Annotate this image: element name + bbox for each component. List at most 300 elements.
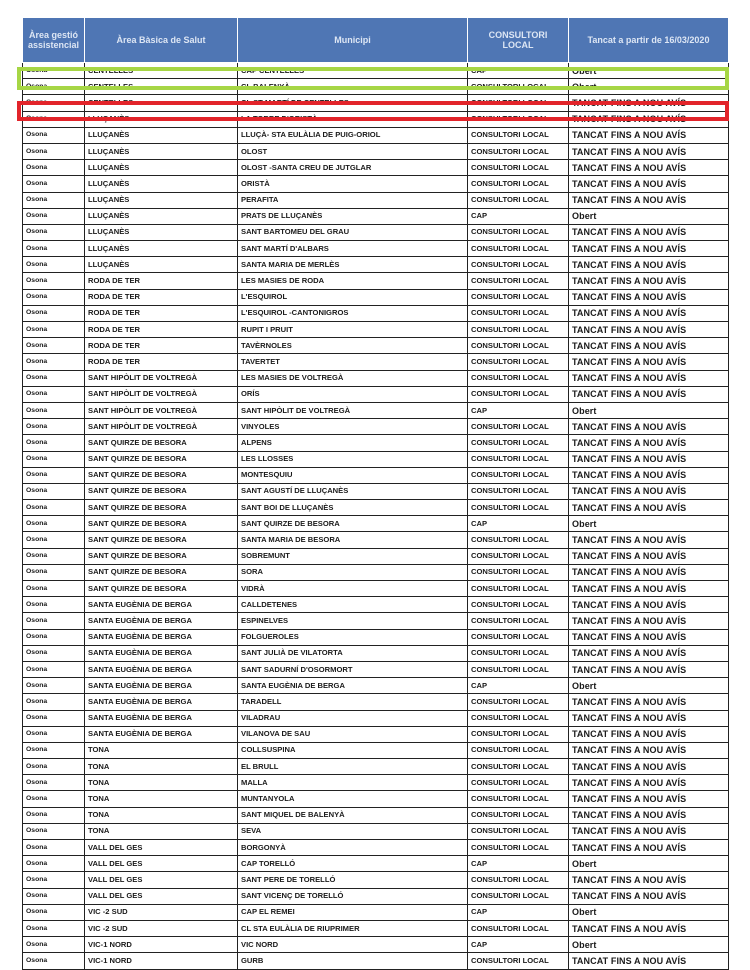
cell-abs: SANTA EUGÈNIA DE BERGA (85, 678, 238, 694)
cell-abs: TONA (85, 742, 238, 758)
cell-tipus: CONSULTORI LOCAL (468, 548, 569, 564)
cell-estat: TANCAT FINS A NOU AVÍS (569, 710, 729, 726)
cell-estat: TANCAT FINS A NOU AVÍS (569, 386, 729, 402)
cell-estat: TANCAT FINS A NOU AVÍS (569, 581, 729, 597)
cell-tipus: CONSULTORI LOCAL (468, 564, 569, 580)
cell-abs: SANTA EUGÈNIA DE BERGA (85, 613, 238, 629)
cell-abs: RODA DE TER (85, 273, 238, 289)
cell-area: Osona (23, 937, 85, 953)
cell-area: Osona (23, 257, 85, 273)
cell-area: Osona (23, 160, 85, 176)
cell-area: Osona (23, 224, 85, 240)
cell-tipus: CONSULTORI LOCAL (468, 257, 569, 273)
cell-estat: TANCAT FINS A NOU AVÍS (569, 467, 729, 483)
cell-area: Osona (23, 807, 85, 823)
cell-tipus: CONSULTORI LOCAL (468, 613, 569, 629)
cell-estat: TANCAT FINS A NOU AVÍS (569, 823, 729, 839)
cell-estat: TANCAT FINS A NOU AVÍS (569, 111, 729, 127)
cell-area: Osona (23, 564, 85, 580)
table-row (23, 160, 729, 176)
cell-municipi: MALLA (238, 775, 468, 791)
cell-abs: SANTA EUGÈNIA DE BERGA (85, 710, 238, 726)
cell-abs: LLUÇANÈS (85, 208, 238, 224)
cell-abs: SANTA EUGÈNIA DE BERGA (85, 726, 238, 742)
cell-municipi: LLUÇÀ- STA EULÀLIA DE PUIG-ORIOL (238, 127, 468, 143)
cell-abs: RODA DE TER (85, 338, 238, 354)
cell-municipi: FOLGUEROLES (238, 629, 468, 645)
cell-abs: TONA (85, 807, 238, 823)
cell-estat: Obert (569, 79, 729, 95)
cell-area: Osona (23, 143, 85, 159)
table-row (23, 241, 729, 257)
cell-abs: CENTELLES (85, 63, 238, 79)
cell-tipus: CONSULTORI LOCAL (468, 160, 569, 176)
cell-area: Osona (23, 451, 85, 467)
closures-table (22, 17, 729, 970)
cell-municipi: CALLDETENES (238, 597, 468, 613)
cell-municipi: SANT BARTOMEU DEL GRAU (238, 224, 468, 240)
cell-area: Osona (23, 710, 85, 726)
cell-estat: TANCAT FINS A NOU AVÍS (569, 143, 729, 159)
cell-estat: TANCAT FINS A NOU AVÍS (569, 920, 729, 936)
cell-municipi: RUPIT I PRUIT (238, 322, 468, 338)
cell-estat: TANCAT FINS A NOU AVÍS (569, 435, 729, 451)
cell-municipi: GURB (238, 953, 468, 969)
table-row (23, 694, 729, 710)
cell-area: Osona (23, 241, 85, 257)
cell-estat: TANCAT FINS A NOU AVÍS (569, 305, 729, 321)
cell-abs: VIC -2 SUD (85, 920, 238, 936)
table-row (23, 678, 729, 694)
cell-abs: SANT HIPÒLIT DE VOLTREGÀ (85, 370, 238, 386)
cell-abs: LLUÇANÈS (85, 111, 238, 127)
cell-area: Osona (23, 823, 85, 839)
table-row (23, 581, 729, 597)
cell-abs: SANT QUIRZE DE BESORA (85, 548, 238, 564)
cell-tipus: CONSULTORI LOCAL (468, 419, 569, 435)
cell-estat: TANCAT FINS A NOU AVÍS (569, 888, 729, 904)
table-row (23, 127, 729, 143)
cell-tipus: CONSULTORI LOCAL (468, 694, 569, 710)
cell-municipi: VIDRÀ (238, 581, 468, 597)
cell-area: Osona (23, 726, 85, 742)
cell-municipi: PRATS DE LLUÇANÈS (238, 208, 468, 224)
cell-estat: Obert (569, 516, 729, 532)
cell-tipus: CAP (468, 516, 569, 532)
cell-municipi: OLOST -SANTA CREU DE JUTGLAR (238, 160, 468, 176)
cell-area: Osona (23, 435, 85, 451)
cell-estat: TANCAT FINS A NOU AVÍS (569, 370, 729, 386)
cell-tipus: CONSULTORI LOCAL (468, 370, 569, 386)
cell-estat: TANCAT FINS A NOU AVÍS (569, 257, 729, 273)
cell-abs: LLUÇANÈS (85, 224, 238, 240)
table-row (23, 759, 729, 775)
table-row (23, 419, 729, 435)
table-row (23, 516, 729, 532)
cell-municipi: VINYOLES (238, 419, 468, 435)
cell-area: Osona (23, 467, 85, 483)
cell-estat: Obert (569, 402, 729, 418)
table-row (23, 176, 729, 192)
cell-abs: VALL DEL GES (85, 840, 238, 856)
cell-municipi: SANT QUIRZE DE BESORA (238, 516, 468, 532)
cell-abs: SANT HIPÒLIT DE VOLTREGÀ (85, 402, 238, 418)
table-row (23, 645, 729, 661)
cell-tipus: CONSULTORI LOCAL (468, 273, 569, 289)
cell-abs: TONA (85, 823, 238, 839)
cell-area: Osona (23, 402, 85, 418)
cell-estat: TANCAT FINS A NOU AVÍS (569, 775, 729, 791)
cell-municipi: SANT AGUSTÍ DE LLUÇANÈS (238, 483, 468, 499)
cell-municipi: L'ESQUIROL (238, 289, 468, 305)
cell-estat: TANCAT FINS A NOU AVÍS (569, 192, 729, 208)
cell-tipus: CAP (468, 402, 569, 418)
cell-estat: Obert (569, 208, 729, 224)
cell-abs: LLUÇANÈS (85, 143, 238, 159)
cell-estat: TANCAT FINS A NOU AVÍS (569, 791, 729, 807)
cell-municipi: OLOST (238, 143, 468, 159)
cell-estat: TANCAT FINS A NOU AVÍS (569, 289, 729, 305)
cell-tipus: CONSULTORI LOCAL (468, 726, 569, 742)
cell-abs: SANT QUIRZE DE BESORA (85, 451, 238, 467)
cell-area: Osona (23, 840, 85, 856)
cell-municipi: VILANOVA DE SAU (238, 726, 468, 742)
cell-municipi: CL ST MARTÍ DE CENTELLES (238, 95, 468, 111)
cell-tipus: CAP (468, 208, 569, 224)
cell-estat: TANCAT FINS A NOU AVÍS (569, 273, 729, 289)
cell-abs: VIC -2 SUD (85, 904, 238, 920)
cell-municipi: SEVA (238, 823, 468, 839)
table-row (23, 224, 729, 240)
cell-estat: TANCAT FINS A NOU AVÍS (569, 127, 729, 143)
cell-estat: TANCAT FINS A NOU AVÍS (569, 532, 729, 548)
cell-municipi: LES LLOSSES (238, 451, 468, 467)
cell-municipi: SANT PERE DE TORELLÓ (238, 872, 468, 888)
cell-area: Osona (23, 386, 85, 402)
cell-estat: TANCAT FINS A NOU AVÍS (569, 742, 729, 758)
cell-estat: TANCAT FINS A NOU AVÍS (569, 176, 729, 192)
cell-area: Osona (23, 888, 85, 904)
cell-estat: TANCAT FINS A NOU AVÍS (569, 629, 729, 645)
cell-municipi: VILADRAU (238, 710, 468, 726)
table-row (23, 856, 729, 872)
table-row (23, 726, 729, 742)
cell-area: Osona (23, 645, 85, 661)
cell-abs: LLUÇANÈS (85, 241, 238, 257)
cell-area: Osona (23, 516, 85, 532)
cell-abs: VIC-1 NORD (85, 953, 238, 969)
cell-municipi: CAP EL REMEI (238, 904, 468, 920)
cell-abs: LLUÇANÈS (85, 127, 238, 143)
cell-tipus: CONSULTORI LOCAL (468, 435, 569, 451)
cell-estat: TANCAT FINS A NOU AVÍS (569, 661, 729, 677)
cell-tipus: CONSULTORI LOCAL (468, 823, 569, 839)
cell-tipus: CAP (468, 678, 569, 694)
cell-area: Osona (23, 111, 85, 127)
cell-abs: VALL DEL GES (85, 856, 238, 872)
cell-municipi: SANT BOI DE LLUÇANÈS (238, 500, 468, 516)
table-row (23, 402, 729, 418)
cell-tipus: CONSULTORI LOCAL (468, 710, 569, 726)
table-row (23, 289, 729, 305)
cell-municipi: SANT SADURNÍ D'OSORMORT (238, 661, 468, 677)
cell-municipi: CAP TORELLÓ (238, 856, 468, 872)
table-row (23, 791, 729, 807)
table-row (23, 888, 729, 904)
table-row (23, 500, 729, 516)
cell-municipi: TAVÈRNOLES (238, 338, 468, 354)
cell-abs: RODA DE TER (85, 305, 238, 321)
cell-tipus: CONSULTORI LOCAL (468, 241, 569, 257)
cell-municipi: ESPINELVES (238, 613, 468, 629)
cell-area: Osona (23, 791, 85, 807)
cell-tipus: CONSULTORI LOCAL (468, 920, 569, 936)
cell-abs: SANTA EUGÈNIA DE BERGA (85, 661, 238, 677)
cell-estat: TANCAT FINS A NOU AVÍS (569, 597, 729, 613)
cell-estat: TANCAT FINS A NOU AVÍS (569, 419, 729, 435)
cell-area: Osona (23, 95, 85, 111)
cell-municipi: CL STA EULÀLIA DE RIUPRIMER (238, 920, 468, 936)
header-area: Àrea gestió assistencial (23, 18, 85, 63)
cell-municipi: VIC NORD (238, 937, 468, 953)
cell-area: Osona (23, 370, 85, 386)
cell-tipus: CONSULTORI LOCAL (468, 872, 569, 888)
cell-tipus: CAP (468, 904, 569, 920)
table-row (23, 79, 729, 95)
cell-area: Osona (23, 629, 85, 645)
cell-tipus: CONSULTORI LOCAL (468, 192, 569, 208)
cell-estat: TANCAT FINS A NOU AVÍS (569, 694, 729, 710)
cell-tipus: CONSULTORI LOCAL (468, 289, 569, 305)
cell-estat: TANCAT FINS A NOU AVÍS (569, 338, 729, 354)
cell-tipus: CONSULTORI LOCAL (468, 79, 569, 95)
table-row (23, 904, 729, 920)
cell-abs: SANT QUIRZE DE BESORA (85, 483, 238, 499)
table-row (23, 483, 729, 499)
cell-tipus: CONSULTORI LOCAL (468, 111, 569, 127)
cell-tipus: CONSULTORI LOCAL (468, 95, 569, 111)
cell-area: Osona (23, 694, 85, 710)
cell-abs: VALL DEL GES (85, 888, 238, 904)
table-row (23, 710, 729, 726)
cell-area: Osona (23, 322, 85, 338)
cell-abs: SANTA EUGÈNIA DE BERGA (85, 629, 238, 645)
cell-tipus: CONSULTORI LOCAL (468, 532, 569, 548)
cell-area: Osona (23, 872, 85, 888)
cell-abs: RODA DE TER (85, 354, 238, 370)
cell-tipus: CONSULTORI LOCAL (468, 661, 569, 677)
table-row (23, 208, 729, 224)
cell-area: Osona (23, 775, 85, 791)
table-row (23, 338, 729, 354)
cell-abs: TONA (85, 759, 238, 775)
cell-tipus: CONSULTORI LOCAL (468, 354, 569, 370)
table-row (23, 354, 729, 370)
cell-estat: TANCAT FINS A NOU AVÍS (569, 451, 729, 467)
cell-area: Osona (23, 597, 85, 613)
table-row (23, 305, 729, 321)
cell-tipus: CONSULTORI LOCAL (468, 467, 569, 483)
cell-estat: TANCAT FINS A NOU AVÍS (569, 840, 729, 856)
cell-municipi: ORÍS (238, 386, 468, 402)
cell-area: Osona (23, 305, 85, 321)
header-estat: Tancat a partir de 16/03/2020 (569, 18, 729, 63)
cell-area: Osona (23, 661, 85, 677)
cell-area: Osona (23, 532, 85, 548)
cell-abs: LLUÇANÈS (85, 257, 238, 273)
cell-estat: TANCAT FINS A NOU AVÍS (569, 726, 729, 742)
cell-abs: CENTELLES (85, 79, 238, 95)
cell-tipus: CONSULTORI LOCAL (468, 759, 569, 775)
cell-tipus: CONSULTORI LOCAL (468, 581, 569, 597)
table-row (23, 257, 729, 273)
cell-estat: Obert (569, 904, 729, 920)
table-row (23, 775, 729, 791)
cell-tipus: CONSULTORI LOCAL (468, 953, 569, 969)
table-row (23, 467, 729, 483)
cell-area: Osona (23, 338, 85, 354)
cell-area: Osona (23, 742, 85, 758)
cell-area: Osona (23, 273, 85, 289)
cell-abs: SANT QUIRZE DE BESORA (85, 516, 238, 532)
cell-area: Osona (23, 953, 85, 969)
header-row (23, 18, 729, 63)
cell-municipi: L'ESQUIROL -CANTONIGROS (238, 305, 468, 321)
cell-municipi: ALPENS (238, 435, 468, 451)
cell-abs: SANT HIPÒLIT DE VOLTREGÀ (85, 419, 238, 435)
cell-tipus: CONSULTORI LOCAL (468, 645, 569, 661)
cell-area: Osona (23, 759, 85, 775)
cell-municipi: LA TORRE D'ORISTÀ (238, 111, 468, 127)
cell-tipus: CAP (468, 856, 569, 872)
cell-abs: LLUÇANÈS (85, 192, 238, 208)
table-row (23, 840, 729, 856)
cell-estat: TANCAT FINS A NOU AVÍS (569, 613, 729, 629)
cell-tipus: CONSULTORI LOCAL (468, 807, 569, 823)
cell-tipus: CAP (468, 937, 569, 953)
table-row (23, 532, 729, 548)
cell-abs: SANTA EUGÈNIA DE BERGA (85, 597, 238, 613)
cell-tipus: CONSULTORI LOCAL (468, 386, 569, 402)
cell-estat: TANCAT FINS A NOU AVÍS (569, 953, 729, 969)
cell-municipi: SANTA MARIA DE BESORA (238, 532, 468, 548)
cell-municipi: BORGONYÀ (238, 840, 468, 856)
cell-municipi: SANT VICENÇ DE TORELLÓ (238, 888, 468, 904)
cell-municipi: LES MASIES DE RODA (238, 273, 468, 289)
cell-estat: TANCAT FINS A NOU AVÍS (569, 548, 729, 564)
table-row (23, 613, 729, 629)
header-abs: Àrea Bàsica de Salut (85, 18, 238, 63)
cell-municipi: SANT HIPÒLIT DE VOLTREGÀ (238, 402, 468, 418)
cell-estat: TANCAT FINS A NOU AVÍS (569, 500, 729, 516)
cell-abs: TONA (85, 775, 238, 791)
cell-estat: TANCAT FINS A NOU AVÍS (569, 354, 729, 370)
cell-municipi: LES MASIES DE VOLTREGÀ (238, 370, 468, 386)
header-municipi: Municipi (238, 18, 468, 63)
cell-tipus: CONSULTORI LOCAL (468, 597, 569, 613)
cell-tipus: CONSULTORI LOCAL (468, 791, 569, 807)
cell-tipus: CONSULTORI LOCAL (468, 451, 569, 467)
cell-abs: SANTA EUGÈNIA DE BERGA (85, 645, 238, 661)
table-row (23, 370, 729, 386)
cell-abs: SANT HIPÒLIT DE VOLTREGÀ (85, 386, 238, 402)
cell-tipus: CONSULTORI LOCAL (468, 322, 569, 338)
cell-area: Osona (23, 483, 85, 499)
cell-municipi: TARADELL (238, 694, 468, 710)
table-body (23, 63, 729, 970)
cell-municipi: SOBREMUNT (238, 548, 468, 564)
cell-area: Osona (23, 856, 85, 872)
table-row (23, 661, 729, 677)
cell-estat: TANCAT FINS A NOU AVÍS (569, 322, 729, 338)
cell-municipi: CAP CENTELLES (238, 63, 468, 79)
table-row (23, 629, 729, 645)
cell-estat: TANCAT FINS A NOU AVÍS (569, 807, 729, 823)
cell-area: Osona (23, 79, 85, 95)
cell-abs: SANT QUIRZE DE BESORA (85, 532, 238, 548)
cell-abs: CENTELLES (85, 95, 238, 111)
cell-estat: TANCAT FINS A NOU AVÍS (569, 483, 729, 499)
cell-estat: Obert (569, 63, 729, 79)
cell-abs: RODA DE TER (85, 289, 238, 305)
cell-area: Osona (23, 548, 85, 564)
table-row (23, 807, 729, 823)
cell-abs: LLUÇANÈS (85, 160, 238, 176)
table-row (23, 95, 729, 111)
table-row (23, 597, 729, 613)
table-row (23, 937, 729, 953)
cell-abs: RODA DE TER (85, 322, 238, 338)
cell-tipus: CONSULTORI LOCAL (468, 143, 569, 159)
cell-area: Osona (23, 63, 85, 79)
table-row (23, 192, 729, 208)
table-row (23, 564, 729, 580)
cell-area: Osona (23, 904, 85, 920)
table-row (23, 111, 729, 127)
cell-abs: SANT QUIRZE DE BESORA (85, 581, 238, 597)
table-row (23, 548, 729, 564)
table-row (23, 322, 729, 338)
cell-estat: Obert (569, 856, 729, 872)
cell-tipus: CONSULTORI LOCAL (468, 305, 569, 321)
table-row (23, 63, 729, 79)
cell-municipi: SANT JULIÀ DE VILATORTA (238, 645, 468, 661)
cell-area: Osona (23, 419, 85, 435)
cell-municipi: SORA (238, 564, 468, 580)
cell-municipi: MONTESQUIU (238, 467, 468, 483)
cell-area: Osona (23, 127, 85, 143)
cell-estat: TANCAT FINS A NOU AVÍS (569, 759, 729, 775)
cell-abs: SANTA EUGÈNIA DE BERGA (85, 694, 238, 710)
cell-area: Osona (23, 613, 85, 629)
table-row (23, 143, 729, 159)
table-row (23, 386, 729, 402)
cell-estat: TANCAT FINS A NOU AVÍS (569, 224, 729, 240)
cell-abs: TONA (85, 791, 238, 807)
cell-area: Osona (23, 192, 85, 208)
cell-area: Osona (23, 208, 85, 224)
table-row (23, 435, 729, 451)
cell-tipus: CAP (468, 63, 569, 79)
cell-area: Osona (23, 354, 85, 370)
cell-tipus: CONSULTORI LOCAL (468, 224, 569, 240)
cell-estat: TANCAT FINS A NOU AVÍS (569, 564, 729, 580)
table-row (23, 273, 729, 289)
cell-municipi: COLLSUSPINA (238, 742, 468, 758)
cell-estat: Obert (569, 937, 729, 953)
cell-municipi: SANTA EUGÈNIA DE BERGA (238, 678, 468, 694)
cell-abs: VIC-1 NORD (85, 937, 238, 953)
